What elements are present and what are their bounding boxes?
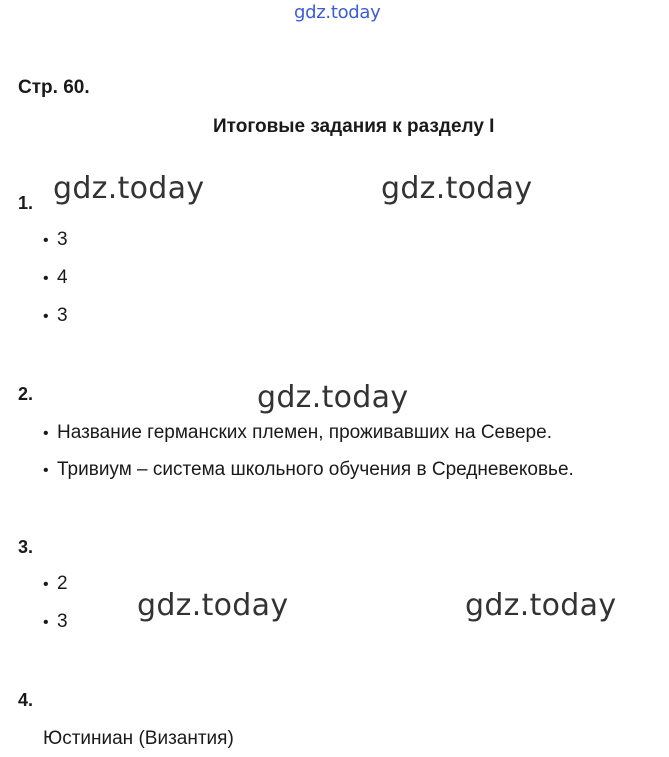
bullet-icon: • <box>43 308 49 325</box>
bullet-icon: • <box>43 270 49 287</box>
bullet-icon: • <box>43 425 49 442</box>
watermark: gdz.today <box>53 171 205 206</box>
task-3-answer-1: • 2 <box>43 573 68 594</box>
task-1-answer-1: • 3 <box>43 229 68 250</box>
task-3-answer-2: • 3 <box>43 611 68 632</box>
section-title: Итоговые задания к разделу I <box>213 116 495 137</box>
task-2-number: 2. <box>18 384 34 404</box>
watermark: gdz.today <box>257 380 409 415</box>
watermark: gdz.today <box>465 588 617 623</box>
task-4-number: 4. <box>18 690 34 710</box>
task-1-number: 1. <box>18 193 34 213</box>
task-4-answer: Юстиниан (Византия) <box>43 728 234 749</box>
bullet-icon: • <box>43 232 49 249</box>
bullet-icon: • <box>43 576 49 593</box>
bullet-icon: • <box>43 614 49 631</box>
site-header-watermark: gdz.today <box>294 2 381 23</box>
watermark: gdz.today <box>137 588 289 623</box>
task-1-answer-2: • 4 <box>43 267 68 288</box>
task-3-number: 3. <box>18 537 34 557</box>
watermark: gdz.today <box>381 171 533 206</box>
task-2-answer-1: • Название германских племен, проживавших на Севере. <box>43 422 552 443</box>
bullet-icon: • <box>43 462 49 479</box>
page-number: Стр. 60. <box>18 77 90 98</box>
task-1-answer-3: • 3 <box>43 305 68 326</box>
task-2-answer-2: • Тривиум – система школьного обучения в Средневековье. <box>43 459 574 480</box>
